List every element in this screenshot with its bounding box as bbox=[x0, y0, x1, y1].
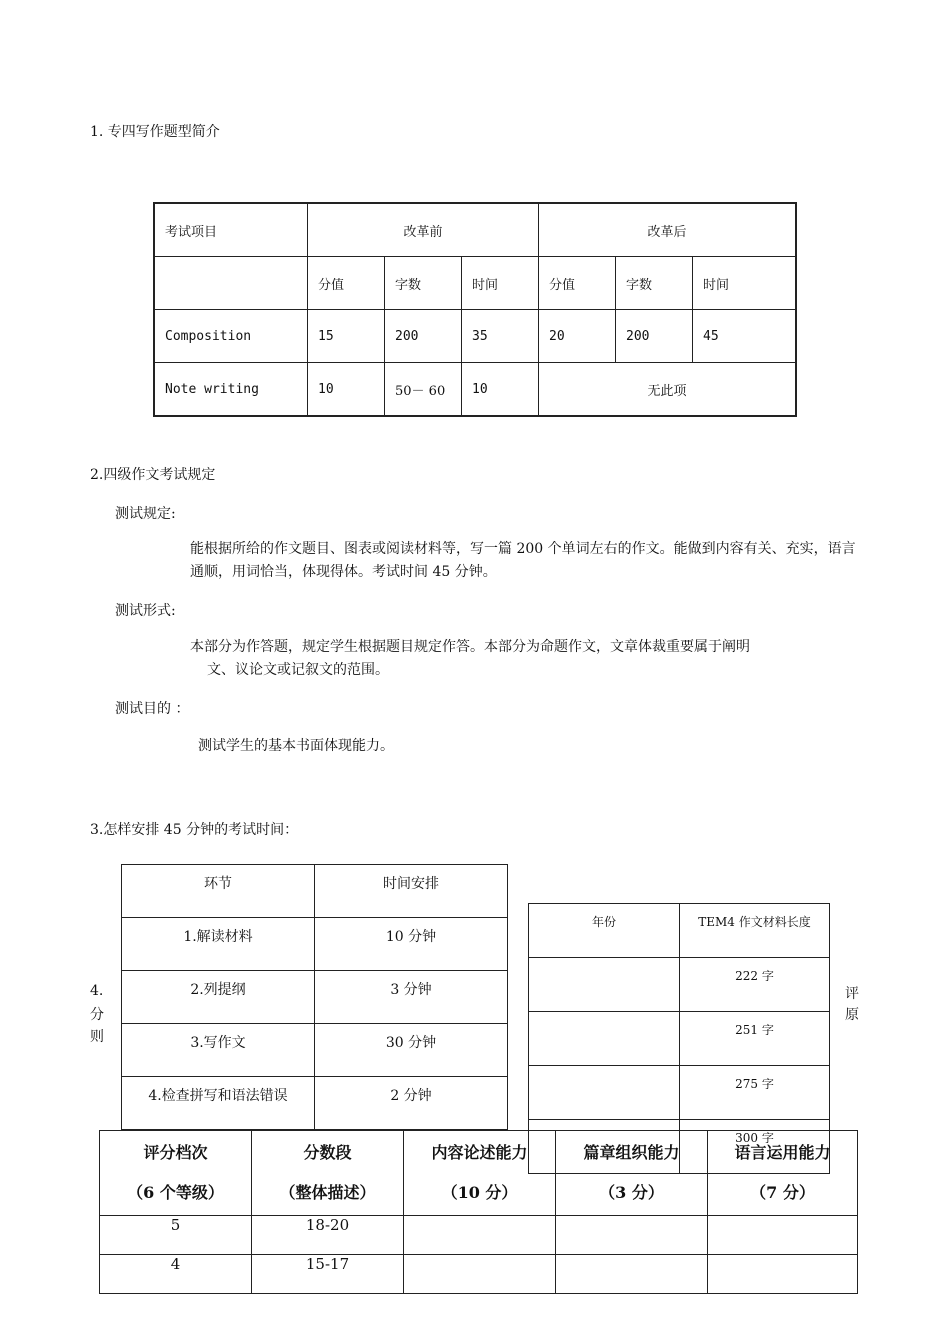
purpose-text: 测试学生的基本书面体现能力。 bbox=[198, 738, 394, 754]
section4-char: 则 bbox=[90, 1029, 104, 1045]
time-cell: 3 分钟 bbox=[315, 971, 508, 1024]
step-cell: 4.检查拼写和语法错误 bbox=[122, 1077, 315, 1130]
table-cell: 200 bbox=[385, 310, 462, 363]
table-cell bbox=[708, 1255, 858, 1294]
header-organization bbox=[556, 1131, 708, 1216]
table-cell bbox=[404, 1216, 556, 1255]
header-line: （6 个等级） bbox=[127, 1183, 224, 1202]
table-cell bbox=[556, 1255, 708, 1294]
table-cell bbox=[556, 1216, 708, 1255]
form-text-line1: 本部分为作答题，规定学生根据题目规定作答。本部分为命题作文，文章体裁重要属于阐明 bbox=[190, 639, 750, 655]
sub-header: 时间 bbox=[462, 257, 539, 310]
length-cell: 251 字 bbox=[680, 1012, 830, 1066]
row-name: Note writing bbox=[154, 363, 308, 417]
section4-char: 原 bbox=[845, 1007, 859, 1023]
header-line: 评分档次 bbox=[143, 1143, 208, 1162]
header-score-range bbox=[252, 1131, 404, 1216]
form-text-line2: 文、议论文或记叙文的范围。 bbox=[207, 662, 389, 678]
sub-header: 分值 bbox=[308, 257, 385, 310]
header-line: （7 分） bbox=[750, 1183, 815, 1202]
section1-title: 1. 专四写作题型简介 bbox=[90, 124, 220, 140]
score-cell: 18-20 bbox=[252, 1216, 404, 1255]
header-line: 篇章组织能力 bbox=[583, 1143, 680, 1162]
grade-cell: 5 bbox=[100, 1216, 252, 1255]
header-before-reform: 改革前 bbox=[308, 203, 539, 257]
table-header: TEM4 作文材料长度 bbox=[680, 904, 830, 958]
length-cell: 222 字 bbox=[680, 958, 830, 1012]
header-line: 内容论述能力 bbox=[431, 1143, 528, 1162]
header-line: （整体描述） bbox=[279, 1183, 376, 1202]
table-cell bbox=[708, 1216, 858, 1255]
table-header: 时间安排 bbox=[315, 865, 508, 918]
rule-label: 测试规定: bbox=[115, 506, 176, 522]
step-cell: 2.列提纲 bbox=[122, 971, 315, 1024]
sub-header: 字数 bbox=[616, 257, 693, 310]
purpose-label: 测试目的 ： bbox=[115, 701, 190, 717]
form-label: 测试形式: bbox=[115, 603, 176, 619]
time-cell: 30 分钟 bbox=[315, 1024, 508, 1077]
header-grade bbox=[100, 1131, 252, 1216]
table-header: 年份 bbox=[529, 904, 680, 958]
not-applicable-note: 无此项 bbox=[539, 363, 797, 417]
year-cell bbox=[529, 1066, 680, 1120]
sub-header: 字数 bbox=[385, 257, 462, 310]
length-cell: 300 字 bbox=[680, 1120, 830, 1174]
table-cell: 50－ 60 bbox=[385, 363, 462, 417]
time-schedule-table bbox=[121, 864, 508, 1130]
table-cell bbox=[404, 1255, 556, 1294]
year-cell bbox=[529, 958, 680, 1012]
length-cell: 275 字 bbox=[680, 1066, 830, 1120]
header-language bbox=[708, 1131, 858, 1216]
header-exam-item: 考试项目 bbox=[154, 203, 308, 257]
header-content bbox=[404, 1131, 556, 1216]
table-cell: 20 bbox=[539, 310, 616, 363]
header-line: （10 分） bbox=[441, 1183, 518, 1202]
sub-header: 时间 bbox=[693, 257, 797, 310]
section4-char: 评 bbox=[845, 986, 859, 1002]
table-cell: 200 bbox=[616, 310, 693, 363]
header-after-reform: 改革后 bbox=[539, 203, 797, 257]
exam-format-table bbox=[153, 202, 797, 417]
section4-number: 4. bbox=[90, 983, 104, 999]
row-name: Composition bbox=[154, 310, 308, 363]
step-cell: 3.写作文 bbox=[122, 1024, 315, 1077]
table-cell: 10 bbox=[462, 363, 539, 417]
header-line: 语言运用能力 bbox=[734, 1143, 831, 1162]
score-cell: 15-17 bbox=[252, 1255, 404, 1294]
scoring-criteria-table bbox=[99, 1130, 858, 1294]
rule-text: 能根据所给的作文题目、图表或阅读材料等，写一篇 200 个单词左右的作文。能做到内容有关、充实，语言通顺，用词恰当，体现得体。考试时间 45 分钟。 bbox=[190, 541, 856, 580]
time-cell: 10 分钟 bbox=[315, 918, 508, 971]
header-line: （3 分） bbox=[599, 1183, 664, 1202]
section2-title: 2.四级作文考试规定 bbox=[90, 467, 216, 483]
step-cell: 1.解读材料 bbox=[122, 918, 315, 971]
header-line: 分数段 bbox=[303, 1143, 352, 1162]
table-cell: 10 bbox=[308, 363, 385, 417]
section4-char: 分 bbox=[90, 1007, 104, 1023]
time-cell: 2 分钟 bbox=[315, 1077, 508, 1130]
year-cell bbox=[529, 1012, 680, 1066]
section3-title: 3.怎样安排 45 分钟的考试时间： bbox=[90, 822, 299, 838]
table-cell: 15 bbox=[308, 310, 385, 363]
table-cell: 35 bbox=[462, 310, 539, 363]
empty-cell bbox=[154, 257, 308, 310]
table-cell: 45 bbox=[693, 310, 797, 363]
sub-header: 分值 bbox=[539, 257, 616, 310]
grade-cell: 4 bbox=[100, 1255, 252, 1294]
table-header: 环节 bbox=[122, 865, 315, 918]
